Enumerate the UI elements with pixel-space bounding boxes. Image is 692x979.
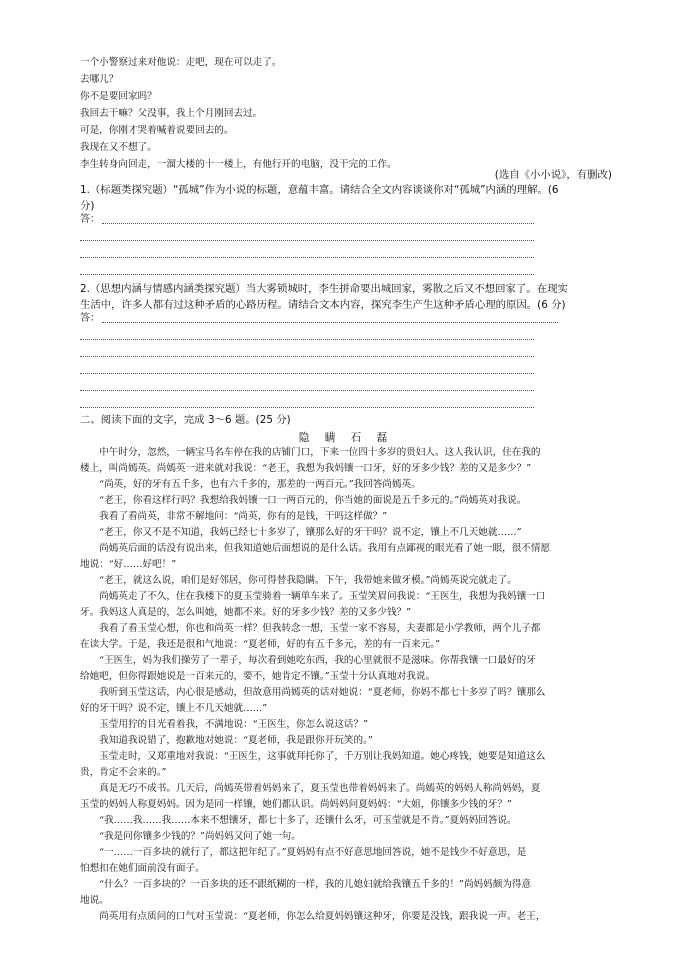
answer-row [80, 313, 534, 325]
answer-row [80, 364, 534, 376]
story2-line: “我……我……我……本来不想镶牙，都七十多了，还镶什么牙，可玉莹就是不肯。”夏妈妈回答说。 [80, 815, 517, 826]
story-line: 李生转身向回走，一溜大楼的十一楼上，有他行开的电脑，没干完的工作。 [80, 159, 397, 170]
answer-row [80, 330, 534, 342]
answer-row [80, 231, 534, 243]
story2-line: “老王，就这么说，咱们是好邻居，你可得替我隐瞒。下午，我带她来做牙模。”尚嫣英说完就走了。 [80, 575, 517, 586]
story2-line: 好的牙干吗？说不定，镶上不几天她就……” [80, 703, 268, 714]
story-line: 去哪儿？ [80, 74, 119, 85]
question-2: 2.（思想内涵与情感内涵类探究题）当大雾锁城时，李生拼命要出城回家，雾散之后又不想回家了。在现实 [80, 283, 568, 295]
story2-line: 尚嫣英走了不久，住在我楼下的夏玉莹骑着一辆单车来了。玉莹笑眉问我说：“王医生，我想为我妈镶一口 [80, 591, 546, 602]
story2-line: 玉莹的妈妈人称夏妈妈。因为是同一样镶，她们都认识。尚妈妈问夏妈妈：“大姐，你镶多少钱的牙？” [80, 799, 512, 810]
story2-line: “老王，你看这样行吗？我想给我妈镶一口一两百元的，你当她的面说是五千多元的。”尚嫣英对我说。 [80, 495, 527, 506]
answer-label: 答： [80, 214, 100, 225]
answer-line[interactable] [80, 339, 534, 340]
story2-line: “一……一百多块的就行了，都这把年纪了。”夏妈妈有点不好意思地回答说，她不是钱少不好意思，是 [80, 847, 527, 858]
story2-line: 给她吧，但你得跟她说是一百来元的，要不，她肯定不镶。”玉莹十分认真地对我说。 [80, 671, 436, 682]
question-1-cont: 分) [80, 200, 95, 212]
story2-line: 尚嫣英后面的话没有说出来，但我知道她后面想说的是什么话。我用有点鄙视的眼光看了她一眼，很不情愿 [80, 543, 551, 554]
story2-line: 贵，肯定不会来的。” [80, 767, 167, 778]
answer-line[interactable] [80, 274, 534, 275]
story2-line: 尚英用有点质问的口气对玉莹说：“夏老师，你怎么给夏妈妈镶这种牙，你要是没钱，跟我说一声。老王， [80, 911, 546, 922]
story2-line: 地说：“好……好吧！” [80, 559, 177, 570]
story2-line: 我听到玉莹这话，内心很是感动，但故意用尚嫣英的话对她说：“夏老师，你妈不都七十多岁了吗？镶那么 [80, 687, 546, 698]
story2-line: “尚英，好的牙有五千多，也有六千多的，那差的一两百元。”我回答尚嫣英。 [80, 479, 421, 490]
source-note: (选自《小小说》，有删改) [494, 169, 612, 181]
story2-line: “老王，你又不是不知道，我妈已经七十多岁了，镶那么好的牙干吗？说不定，镶上不几天她就……” [80, 527, 522, 538]
answer-row [80, 248, 534, 260]
answer-line[interactable] [102, 223, 534, 224]
story-line: 一个小警察过来对他说：走吧，现在可以走了。 [80, 57, 282, 68]
story-line: 可是，你刚才哭着喊着说要回去的。 [80, 125, 234, 136]
story2-line: 地说。 [80, 895, 109, 906]
story2-line: “王医生，妈为我们操劳了一辈子，每次看到她吃东西，我的心里就很不是滋味。你帮我镶一口最好的牙 [80, 655, 536, 666]
story-title: 隐 瞒 石 磊 [298, 432, 394, 444]
story2-line: 楼上，叫尚嫣英。尚嫣英一进来就对我说：“老王，我想为我妈镶一口牙，好的牙多少钱？差的又是多少？” [80, 463, 532, 474]
story2-line: 我看了看尚英，非常不解地问：“尚英，你有的是钱，干吗这样做？” [80, 511, 388, 522]
story-line: 我现在又不想了。 [80, 142, 157, 153]
story2-line: “什么？一百多块的？一百多块的还不跟纸糊的一样，我的儿媳妇就给我镶五千多的！”尚妈妈颇为得意 [80, 879, 532, 890]
answer-row [80, 398, 534, 410]
story2-line: 我知道我说错了，抱歉地对她说：“夏老师，我是跟你开玩笑的。” [80, 735, 373, 746]
question-2-cont: 生活中，许多人都有过这种矛盾的心路历程。请结合文本内容，探究李生产生这种矛盾心理的原因。(6 分) [80, 299, 566, 311]
story2-line: 中午时分，忽然，一辆宝马名车停在我的店铺门口，下来一位四十多岁的贵妇人。这人我认识，住在我的 [80, 447, 541, 458]
story2-line: 牙。我妈这人真是的，怎么叫她，她都不来。好的牙多少钱？差的又多少钱？” [80, 607, 412, 618]
story2-line: 我看了看玉莹心想，你也和尚英一样？但我转念一想，玉莹一家不容易，夫妻都是小学教师，两个儿子都 [80, 623, 541, 634]
story2-line: “我是问你镶多少钱的？”尚妈妈又问了她一句。 [80, 831, 301, 842]
answer-line[interactable] [80, 356, 534, 357]
story2-line: 在读大学。于是，我还是很和气地说：“夏老师，好的有五千多元，差的有一百来元。” [80, 639, 440, 650]
answer-line[interactable] [80, 240, 534, 241]
section-heading: 二、阅读下面的文字，完成 3～6 题。(25 分) [80, 414, 291, 426]
answer-row [80, 381, 534, 393]
story-line: 你不是要回家吗？ [80, 91, 157, 102]
answer-line[interactable] [80, 373, 534, 374]
answer-line[interactable] [102, 322, 558, 323]
story2-line: 玉莹用狞的目光看着我，不满地说：“王医生，你怎么说这话？” [80, 719, 369, 730]
answer-row [80, 347, 534, 359]
answer-line[interactable] [80, 407, 534, 408]
answer-row [80, 265, 534, 277]
answer-line[interactable] [80, 390, 534, 391]
answer-line[interactable] [80, 257, 534, 258]
answer-row [80, 214, 534, 226]
story2-line: 玉莹走时，又郑重地对我说：“王医生，这事就拜托你了，千万别让我妈知道。她心疼钱，她要是知道这么 [80, 751, 546, 762]
story2-line: 怕想扣在她们面前没有面子。 [80, 863, 205, 874]
answer-label: 答： [80, 313, 100, 324]
story-line: 我回去干嘛？父没事，我上个月刚回去过。 [80, 108, 263, 119]
question-1: 1.（标题类探究题）“孤城”作为小说的标题，意蕴丰富。请结合全文内容谈谈你对“孤城”内涵的理解。(6 [80, 184, 559, 196]
story2-line: 真是无巧不成书。几天后，尚嫣英带着妈妈来了，夏玉莹也带着妈妈来了。尚嫣英的妈妈人称尚妈妈，夏 [80, 783, 541, 794]
